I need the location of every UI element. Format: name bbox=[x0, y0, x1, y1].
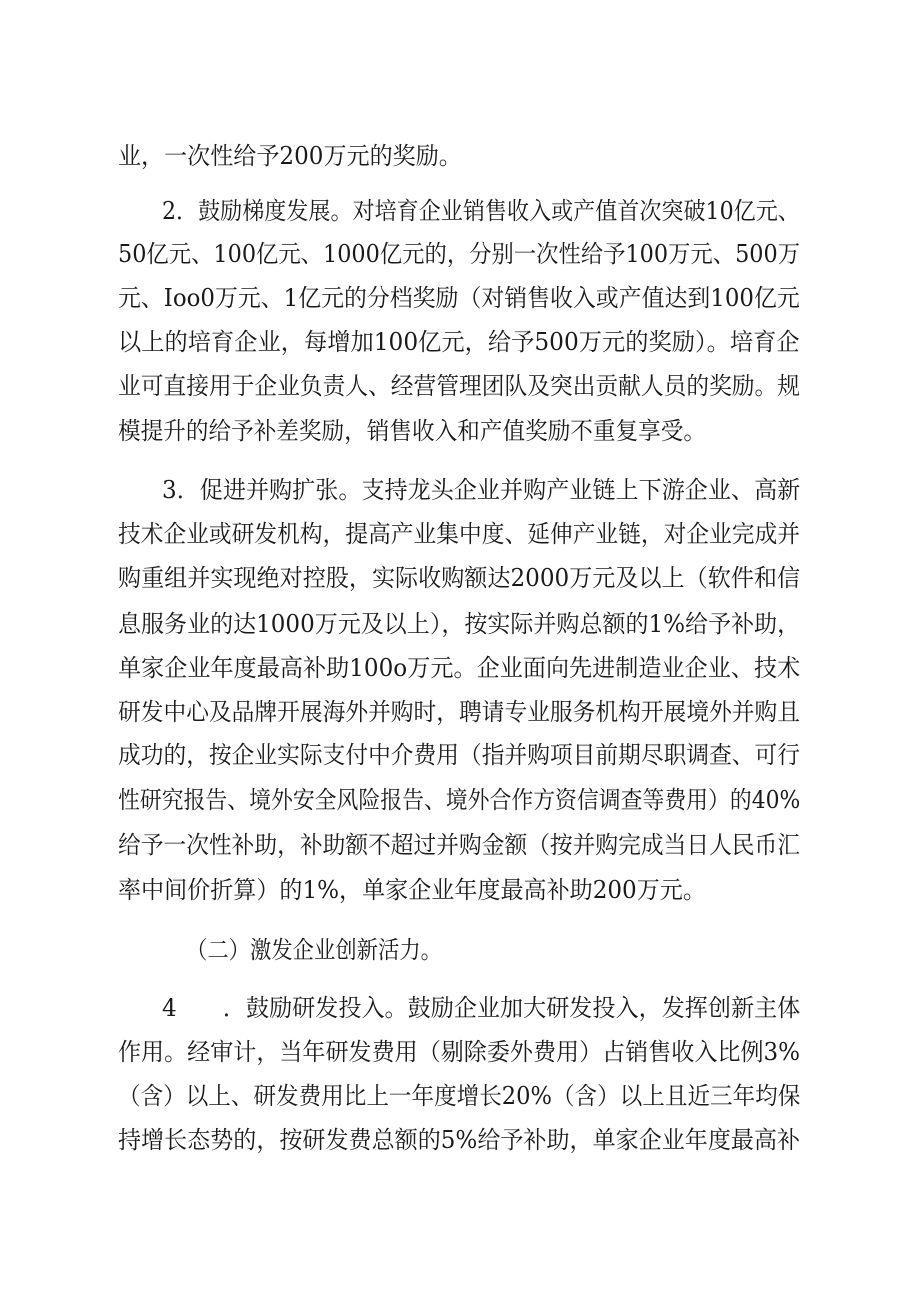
text-line: 购重组并实现绝对控股，实际收购额达2000万元及以上（软件和信 bbox=[118, 564, 801, 592]
text-line: 技术企业或研发机构，提高产业集中度、延伸产业链，对企业完成并 bbox=[118, 520, 800, 548]
text-line: 业可直接用于企业负责人、经营管理团队及突出贡献人员的奖励。规 bbox=[118, 372, 800, 400]
text-line: 息服务业的达1000万元及以上），按实际并购总额的1%给予补助， bbox=[118, 610, 801, 638]
text-line: 成功的，按企业实际支付中介费用（指并购项目前期尽职调查、可行 bbox=[118, 741, 800, 769]
text-line: 4 ．鼓励研发投入。鼓励企业加大研发投入，发挥创新主体 bbox=[162, 994, 801, 1022]
text-line: 率中间价折算）的1%，单家企业年度最高补助200万元。 bbox=[118, 876, 706, 904]
text-line: 给予一次性补助，补助额不超过并购金额（按并购完成当日人民币汇 bbox=[118, 831, 800, 859]
text-line: 单家企业年度最高补助100o万元。企业面向先进制造业企业、技术 bbox=[118, 654, 801, 682]
text-line: 元、Ioo0万元、1亿元的分档奖励（对销售收入或产值达到100亿元 bbox=[118, 284, 800, 312]
text-line: 持增长态势的，按研发费总额的5%给予补助，单家企业年度最高补 bbox=[118, 1126, 801, 1154]
text-line: （含）以上、研发费用比上一年度增长20%（含）以上且近三年均保 bbox=[118, 1082, 801, 1110]
text-line: 业，一次性给予200万元的奖励。 bbox=[118, 142, 462, 170]
text-line: 50亿元、100亿元、1000亿元的，分别一次性给予100万元、500万 bbox=[118, 240, 801, 268]
text-line: 以上的培育企业，每增加100亿元，给予500万元的奖励）。培育企 bbox=[118, 328, 800, 356]
text-line: 性研究报告、境外安全风险报告、境外合作方资信调查等费用）的40% bbox=[118, 786, 801, 814]
text-line: 3．促进并购扩张。支持龙头企业并购产业链上下游企业、高新 bbox=[162, 476, 801, 504]
text-line: 模提升的给予补差奖励，销售收入和产值奖励不重复享受。 bbox=[118, 417, 706, 445]
section-heading: （二）激发企业创新活力。 bbox=[186, 936, 442, 964]
text-line: 作用。经审计，当年研发费用（剔除委外费用）占销售收入比例3% bbox=[118, 1038, 801, 1066]
text-line: 研发中心及品牌开展海外并购时，聘请专业服务机构开展境外并购且 bbox=[118, 698, 800, 726]
text-line: 2．鼓励梯度发展。对培育企业销售收入或产值首次突破10亿元、 bbox=[162, 197, 800, 225]
